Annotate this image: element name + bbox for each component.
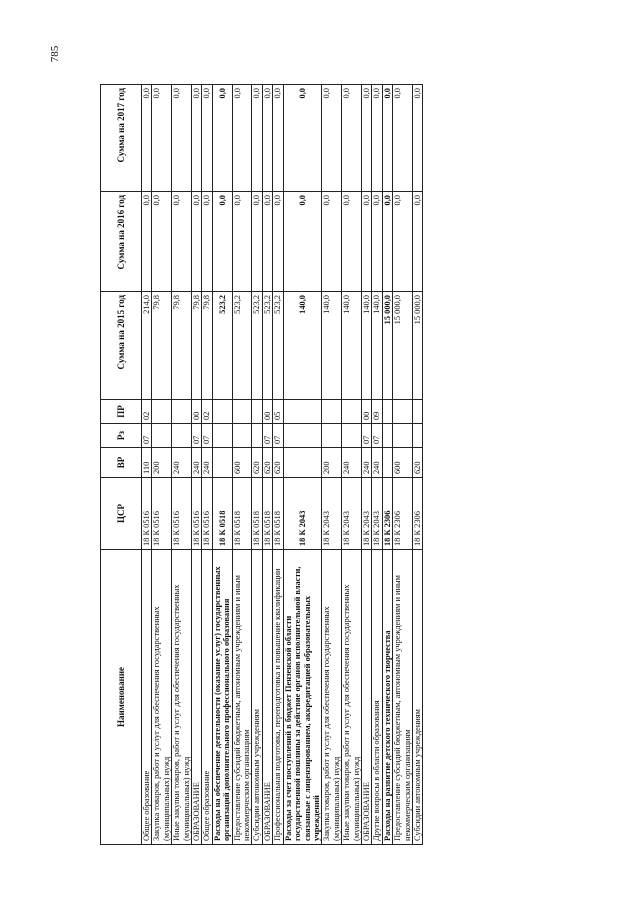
cell-sum-2015: 214,0	[142, 292, 152, 400]
cell-sum-2017: 0,0	[273, 85, 283, 192]
cell-rz	[212, 424, 232, 448]
cell-rz	[283, 424, 322, 448]
cell-vr: 620	[252, 448, 262, 478]
cell-csr: 18 К 2043	[322, 478, 342, 550]
cell-sum-2015: 523,2	[262, 292, 272, 400]
cell-sum-2017: 0,0	[322, 85, 342, 192]
cell-sum-2015: 140,0	[342, 292, 362, 400]
cell-pr: 00	[262, 400, 272, 424]
cell-sum-2015: 79,8	[202, 292, 212, 400]
cell-sum-2017: 0,0	[192, 85, 202, 192]
table-row	[342, 85, 362, 845]
cell-vr	[382, 448, 392, 478]
cell-sum-2017: 0,0	[152, 85, 172, 192]
cell-rz: 07	[142, 424, 152, 448]
cell-sum-2016: 0,0	[172, 192, 192, 292]
cell-sum-2017: 0,0	[172, 85, 192, 192]
cell-vr: 620	[273, 448, 283, 478]
cell-vr: 200	[152, 448, 172, 478]
table-row	[361, 85, 371, 845]
cell-vr: 240	[172, 448, 192, 478]
cell-sum-2017: 0,0	[342, 85, 362, 192]
cell-csr: 18 К 0518	[262, 478, 272, 550]
cell-name: Закупка товаров, работ и услуг для обеспечения государственных (муниципальных) нужд	[152, 550, 172, 845]
cell-sum-2017: 0,0	[232, 85, 252, 192]
cell-sum-2017: 0,0	[412, 85, 422, 192]
cell-name: Расходы за счет поступлений в бюджет Пензенской области государственной пошлины за действие органов исполнительной власти, связанные с лицензированием, аккредитацией образовательных учреждений	[283, 550, 322, 845]
cell-sum-2015: 523,2	[212, 292, 232, 400]
cell-sum-2015: 523,2	[273, 292, 283, 400]
cell-pr: 00	[192, 400, 202, 424]
cell-name: Профессиональная подготовка, переподготовка и повышение квалификации	[273, 550, 283, 845]
cell-csr: 18 К 0516	[172, 478, 192, 550]
cell-rz	[252, 424, 262, 448]
table-row	[322, 85, 342, 845]
table-row	[212, 85, 232, 845]
cell-csr: 18 К 0518	[232, 478, 252, 550]
cell-pr	[152, 400, 172, 424]
cell-sum-2016: 0,0	[142, 192, 152, 292]
cell-name: ОБРАЗОВАНИЕ	[192, 550, 202, 845]
cell-sum-2016: 0,0	[382, 192, 392, 292]
cell-pr	[232, 400, 252, 424]
cell-sum-2016: 0,0	[192, 192, 202, 292]
cell-rz	[342, 424, 362, 448]
cell-sum-2015: 140,0	[322, 292, 342, 400]
table-row	[172, 85, 192, 845]
cell-sum-2016: 0,0	[283, 192, 322, 292]
cell-vr: 240	[372, 448, 382, 478]
cell-pr	[342, 400, 362, 424]
cell-vr: 110	[142, 448, 152, 478]
cell-name: Расходы на обеспечение деятельности (оказание услуг) государственных организаций дополнительного профессионального образования	[212, 550, 232, 845]
cell-sum-2017: 0,0	[382, 85, 392, 192]
cell-name: Расходы на развитие детского технического творчества	[382, 550, 392, 845]
header-sum-2017: Сумма на 2017 год	[101, 85, 142, 192]
table-row	[283, 85, 322, 845]
rotated-table-container	[100, 85, 580, 845]
cell-name: Иные закупки товаров, работ и услуг для обеспечения государственных (муниципальных) нужд	[172, 550, 192, 845]
table-row	[273, 85, 283, 845]
cell-name: Иные закупки товаров, работ и услуг для обеспечения государственных (муниципальных) нужд	[342, 550, 362, 845]
cell-csr: 18 К 0518	[252, 478, 262, 550]
cell-name: ОБРАЗОВАНИЕ	[361, 550, 371, 845]
cell-csr: 18 К 0518	[212, 478, 232, 550]
cell-sum-2015: 523,2	[252, 292, 262, 400]
cell-sum-2015: 15 000,0	[412, 292, 422, 400]
cell-csr: 18 К 2043	[372, 478, 382, 550]
cell-rz: 07	[192, 424, 202, 448]
header-sum-2016: Сумма на 2016 год	[101, 192, 142, 292]
header-rz: Рз	[101, 424, 142, 448]
cell-sum-2017: 0,0	[202, 85, 212, 192]
cell-vr: 200	[322, 448, 342, 478]
cell-vr: 240	[192, 448, 202, 478]
cell-sum-2015: 140,0	[361, 292, 371, 400]
header-csr: ЦСР	[101, 478, 142, 550]
cell-vr: 240	[342, 448, 362, 478]
cell-vr: 620	[262, 448, 272, 478]
table-header-row	[101, 85, 142, 845]
cell-pr: 02	[142, 400, 152, 424]
cell-vr	[283, 448, 322, 478]
table-row	[232, 85, 252, 845]
cell-sum-2017: 0,0	[361, 85, 371, 192]
table-row	[412, 85, 422, 845]
cell-sum-2015: 79,8	[172, 292, 192, 400]
cell-sum-2017: 0,0	[372, 85, 382, 192]
cell-csr: 18 К 2043	[361, 478, 371, 550]
cell-sum-2016: 0,0	[322, 192, 342, 292]
cell-name: Другие вопросы в области образования	[372, 550, 382, 845]
page-number: 785	[49, 45, 61, 63]
cell-sum-2015: 15 000,0	[393, 292, 413, 400]
cell-vr: 240	[202, 448, 212, 478]
cell-vr: 620	[412, 448, 422, 478]
cell-rz: 07	[262, 424, 272, 448]
cell-vr	[212, 448, 232, 478]
table-row	[372, 85, 382, 845]
cell-name: Предоставление субсидий бюджетным, автономным учреждениям и иным некоммерческим организациям	[393, 550, 413, 845]
cell-rz	[322, 424, 342, 448]
cell-pr	[252, 400, 262, 424]
table-row	[142, 85, 152, 845]
cell-sum-2016: 0,0	[342, 192, 362, 292]
cell-sum-2015: 79,8	[152, 292, 172, 400]
cell-name: Закупка товаров, работ и услуг для обеспечения государственных (муниципальных) нужд	[322, 550, 342, 845]
cell-name: Общее образование	[202, 550, 212, 845]
table-row	[202, 85, 212, 845]
header-sum-2015: Сумма на 2015 год	[101, 292, 142, 400]
cell-csr: 18 К 0516	[192, 478, 202, 550]
cell-pr: 02	[202, 400, 212, 424]
cell-rz	[232, 424, 252, 448]
table-row	[192, 85, 202, 845]
cell-csr: 18 К 2306	[393, 478, 413, 550]
cell-csr: 18 К 2043	[283, 478, 322, 550]
cell-sum-2016: 0,0	[372, 192, 382, 292]
cell-sum-2015: 140,0	[372, 292, 382, 400]
table-row	[262, 85, 272, 845]
cell-sum-2015: 79,8	[192, 292, 202, 400]
cell-sum-2016: 0,0	[202, 192, 212, 292]
header-name: Наименование	[101, 550, 142, 845]
cell-rz	[412, 424, 422, 448]
budget-table	[100, 84, 423, 845]
cell-vr: 600	[232, 448, 252, 478]
cell-pr	[382, 400, 392, 424]
cell-pr	[412, 400, 422, 424]
cell-rz: 07	[372, 424, 382, 448]
cell-sum-2016: 0,0	[232, 192, 252, 292]
cell-rz	[382, 424, 392, 448]
cell-csr: 18 К 2306	[412, 478, 422, 550]
cell-sum-2016: 0,0	[273, 192, 283, 292]
cell-name: Предоставление субсидий бюджетным, автономным учреждениям и иным некоммерческим организациям	[232, 550, 252, 845]
cell-sum-2017: 0,0	[142, 85, 152, 192]
cell-pr: 00	[361, 400, 371, 424]
cell-sum-2016: 0,0	[361, 192, 371, 292]
cell-sum-2016: 0,0	[212, 192, 232, 292]
cell-sum-2016: 0,0	[393, 192, 413, 292]
cell-pr	[212, 400, 232, 424]
cell-csr: 18 К 0516	[152, 478, 172, 550]
cell-rz	[152, 424, 172, 448]
cell-sum-2017: 0,0	[262, 85, 272, 192]
cell-sum-2017: 0,0	[212, 85, 232, 192]
cell-pr	[322, 400, 342, 424]
cell-csr: 18 К 2043	[342, 478, 362, 550]
cell-pr	[172, 400, 192, 424]
table-row	[152, 85, 172, 845]
cell-rz: 07	[361, 424, 371, 448]
table-row	[393, 85, 413, 845]
cell-vr: 600	[393, 448, 413, 478]
cell-sum-2015: 140,0	[283, 292, 322, 400]
cell-csr: 18 К 0518	[273, 478, 283, 550]
cell-sum-2016: 0,0	[412, 192, 422, 292]
table-row	[382, 85, 392, 845]
cell-pr	[393, 400, 413, 424]
cell-csr: 18 К 0516	[142, 478, 152, 550]
table-row	[252, 85, 262, 845]
cell-sum-2015: 15 000,0	[382, 292, 392, 400]
cell-vr: 240	[361, 448, 371, 478]
cell-csr: 18 К 2306	[382, 478, 392, 550]
header-vr: ВР	[101, 448, 142, 478]
cell-name: ОБРАЗОВАНИЕ	[262, 550, 272, 845]
cell-pr: 05	[273, 400, 283, 424]
cell-csr: 18 К 0516	[202, 478, 212, 550]
cell-name: Общее образование	[142, 550, 152, 845]
cell-name: Субсидии автономным учреждениям	[252, 550, 262, 845]
cell-sum-2017: 0,0	[283, 85, 322, 192]
cell-rz	[393, 424, 413, 448]
cell-sum-2017: 0,0	[393, 85, 413, 192]
cell-pr: 09	[372, 400, 382, 424]
cell-sum-2016: 0,0	[252, 192, 262, 292]
cell-pr	[283, 400, 322, 424]
cell-rz	[172, 424, 192, 448]
cell-rz: 07	[273, 424, 283, 448]
header-pr: ПР	[101, 400, 142, 424]
cell-name: Субсидии автономным учреждениям	[412, 550, 422, 845]
cell-sum-2017: 0,0	[252, 85, 262, 192]
cell-sum-2016: 0,0	[152, 192, 172, 292]
cell-rz: 07	[202, 424, 212, 448]
cell-sum-2015: 523,2	[232, 292, 252, 400]
cell-sum-2016: 0,0	[262, 192, 272, 292]
